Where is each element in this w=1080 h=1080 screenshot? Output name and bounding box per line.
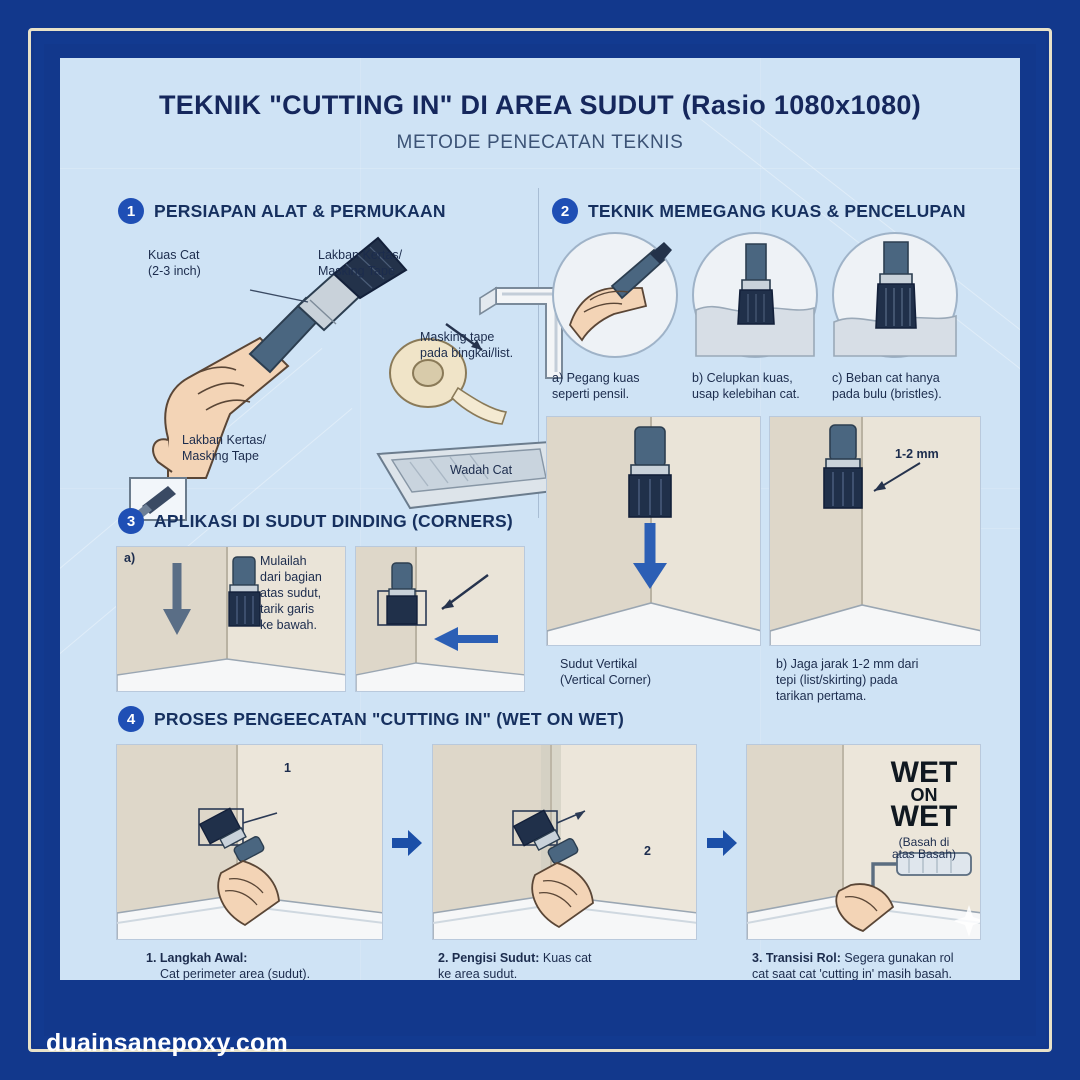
- gap-measure-label: 1-2 mm: [895, 447, 939, 461]
- step2-text: ke area sudut.: [438, 967, 518, 980]
- masking-tape-label: Lakban Kertas/ Masking Tape: [318, 248, 403, 278]
- vertical-corner-panel: [546, 416, 761, 646]
- section-badge-1: 1: [118, 198, 144, 224]
- section-header-4: [118, 706, 624, 732]
- vertical-corner-graphic: [547, 417, 761, 646]
- bristle-load-illustration-c: [830, 230, 960, 360]
- section-title-2: TEKNIK MEMEGANG KUAS & PENCELUPAN: [588, 200, 966, 221]
- step2-title: 2. Pengisi Sudut:: [438, 951, 540, 965]
- step1-text: Cat perimeter area (sudut).: [160, 967, 311, 980]
- wet-line-3: WET: [890, 800, 958, 833]
- step2-caption: [438, 950, 698, 980]
- arrow-step1-to-step2: [390, 826, 424, 860]
- step1-marker: 1: [284, 761, 291, 775]
- gap-distance-graphic: [770, 417, 981, 646]
- wet-sub-1: (Basah di: [898, 835, 950, 849]
- section-badge-2: 2: [552, 198, 578, 224]
- step3-text-inline: Segera gunakan rol: [844, 951, 954, 965]
- step1-title: 1. Langkah Awal:: [146, 951, 248, 965]
- wet-on-wet-stamp: [870, 758, 978, 860]
- watermark-text: duainsanepoxy.com: [46, 1029, 288, 1057]
- corner-stroke-graphic: [356, 547, 525, 692]
- step2-marker: 2: [644, 844, 651, 858]
- page-subtitle: METODE PENECATAN TEKNIS: [396, 132, 684, 153]
- section-title-3: APLIKASI DI SUDUT DINDING (CORNERS): [154, 510, 513, 531]
- tape-chip-label: Lakban Kertas/ Masking Tape: [182, 433, 267, 463]
- corner-start-text: Mulailah dari bagian atas sudut, tarik garis ke bawah.: [260, 554, 322, 632]
- vertical-corner-caption: Sudut Vertikal (Vertical Corner): [560, 657, 651, 687]
- wetonwet-step1-panel: [116, 744, 383, 940]
- wet-line-2: ON: [910, 785, 938, 805]
- step-letter-a: a): [124, 551, 136, 565]
- section-badge-3: 3: [118, 508, 144, 534]
- wet-sub-2: atas Basah): [891, 847, 957, 861]
- step3-text: cat saat cat 'cutting in' masih basah.: [752, 967, 953, 980]
- section-header-3: [118, 508, 513, 534]
- corner-stroke-panel: [355, 546, 525, 692]
- caption-dip-b: b) Celupkan kuas, usap kelebihan cat.: [692, 371, 800, 401]
- section-title-4: PROSES PENGEECATAN "CUTTING IN" (WET ON WET): [154, 708, 625, 729]
- section-badge-4: 4: [118, 706, 144, 732]
- caption-load-c: c) Beban cat hanya pada bulu (bristles).: [832, 371, 942, 401]
- dipping-illustration-b: [690, 230, 820, 360]
- frame-masking-label: Masking tape pada bingkai/list.: [420, 330, 514, 360]
- step2-text-inline: Kuas cat: [542, 951, 592, 965]
- step3-title: 3. Transisi Rol:: [752, 951, 841, 965]
- caption-grip-a: a) Pegang kuas seperti pensil.: [552, 371, 640, 401]
- section-title-1: PERSIAPAN ALAT & PERMUKAAN: [154, 200, 446, 221]
- grip-illustration-a: [550, 230, 680, 360]
- brush-label: Kuas Cat (2-3 inch): [148, 248, 201, 278]
- gap-distance-caption: b) Jaga jarak 1-2 mm dari tepi (list/skirting) pada tarikan pertama.: [776, 657, 919, 703]
- section-header-2: [552, 198, 966, 224]
- arrow-step2-to-step3: [705, 826, 739, 860]
- infographic-canvas: [60, 58, 1020, 980]
- gap-distance-panel: [769, 416, 981, 646]
- wetonwet-step1-graphic: [117, 745, 383, 940]
- step1-caption: [146, 950, 396, 980]
- wetonwet-step2-panel: [432, 744, 697, 940]
- wet-line-1: WET: [890, 756, 958, 789]
- section-header-1: [118, 198, 446, 224]
- paint-tray-label: Wadah Cat: [450, 463, 513, 477]
- page-title: TEKNIK "CUTTING IN" DI AREA SUDUT (Rasio 1080x1080): [158, 90, 922, 120]
- step3-caption: [752, 950, 1002, 980]
- wetonwet-step2-graphic: [433, 745, 697, 940]
